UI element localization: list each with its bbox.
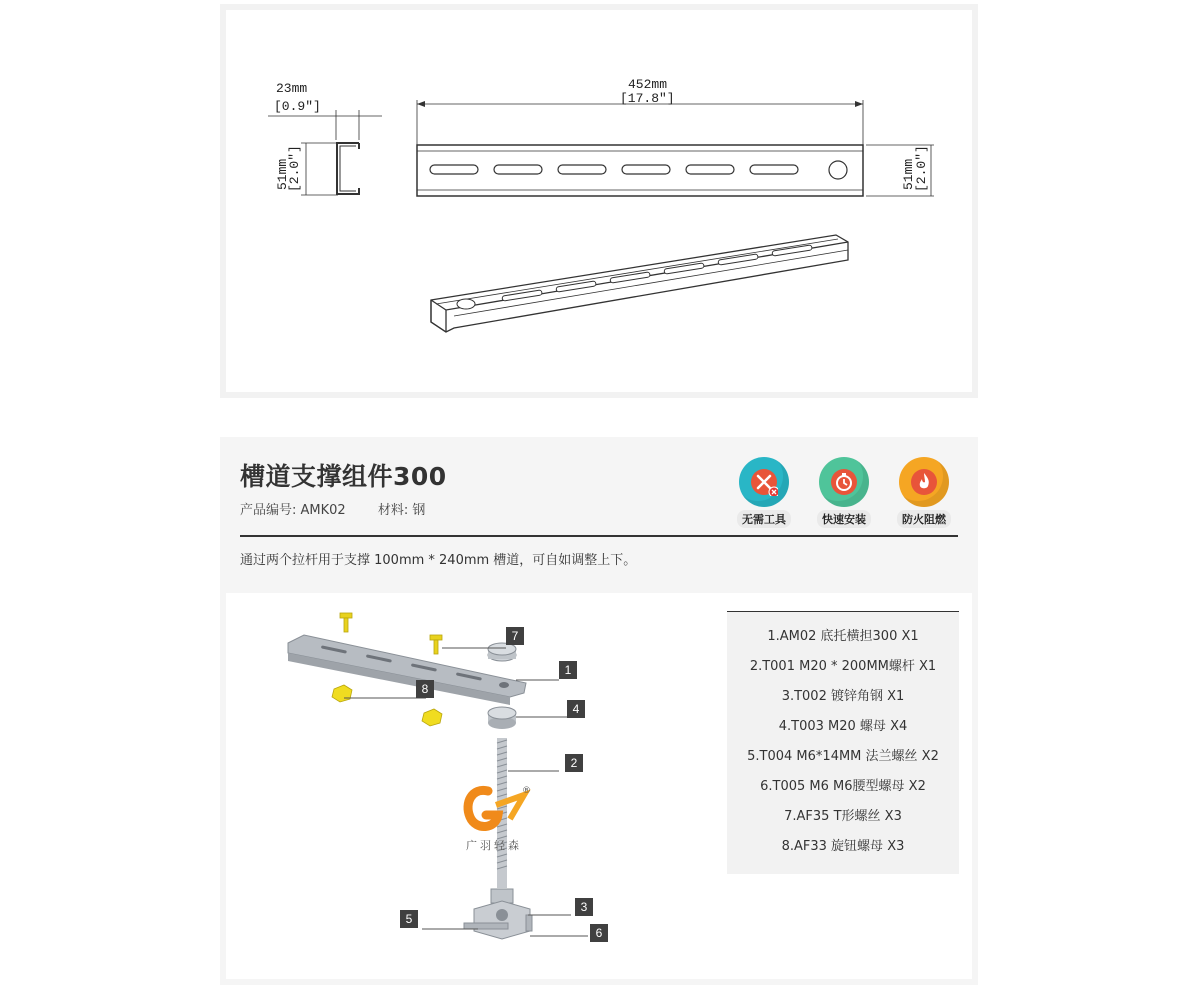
parts-list-item: 5.T004 M6*14MM 法兰螺丝 X2	[747, 749, 939, 764]
callout-8: 8	[421, 682, 429, 696]
hex-nut-7	[488, 643, 516, 661]
parts-list-item: 8.AF33 旋钮螺母 X3	[781, 839, 905, 854]
title-divider	[240, 535, 958, 537]
dim-length-mm: 452mm	[628, 77, 668, 92]
callout-2: 2	[570, 756, 578, 770]
callout-1: 1	[564, 663, 572, 677]
dim-height-mm: 51mm	[275, 158, 290, 190]
dim-height2-in: [2.0"]	[914, 145, 929, 192]
technical-drawing-panel	[220, 4, 978, 398]
parts-list-item: 2.T001 M20 * 200MM螺杆 X1	[749, 659, 937, 674]
parts-list-item: 3.T002 镀锌角钢 X1	[781, 689, 905, 704]
product-material: 材料: 钢	[377, 503, 426, 518]
callout-4: 4	[572, 702, 580, 716]
parts-list-item: 7.AF35 T形螺丝 X3	[784, 809, 902, 824]
logo-text: 广羽轻森	[466, 839, 522, 852]
assembly-area	[226, 593, 972, 979]
parts-list	[727, 611, 959, 874]
feature-no-tools	[730, 457, 798, 528]
callout-6: 6	[595, 926, 603, 940]
bracket-assembly-part	[464, 889, 532, 939]
hex-nut-4	[488, 707, 516, 729]
fire-retardant-icon	[899, 457, 949, 507]
dim-height2-mm: 51mm	[901, 158, 916, 190]
feature-label: 快速安装	[817, 510, 871, 528]
feature-label: 防火阻燃	[897, 510, 951, 528]
product-title: 槽道支撑组件300	[240, 462, 447, 491]
feature-badges	[730, 457, 958, 528]
product-panel	[220, 437, 978, 985]
quick-install-icon	[819, 457, 869, 507]
dim-height-in: [2.0"]	[287, 145, 302, 192]
parts-list-item: 6.T005 M6 M6腰型螺母 X2	[760, 779, 926, 794]
exploded-assembly-svg	[226, 593, 706, 979]
feature-fire-retardant	[890, 457, 958, 528]
callout-7: 7	[511, 629, 519, 643]
dim-width-in: [0.9"]	[274, 99, 321, 114]
callout-5: 5	[405, 912, 413, 926]
feature-quick-install	[810, 457, 878, 528]
callout-3: 3	[580, 900, 588, 914]
parts-list-item: 1.AM02 底托横担300 X1	[767, 629, 919, 644]
feature-label: 无需工具	[737, 510, 791, 528]
parts-list-item: 4.T003 M20 螺母 X4	[778, 719, 908, 734]
logo-registered-mark: ®	[522, 786, 531, 796]
product-meta	[240, 499, 453, 518]
dim-length-in: [17.8"]	[620, 91, 675, 106]
technical-drawing	[226, 10, 972, 392]
no-tools-icon	[739, 457, 789, 507]
dim-width-mm: 23mm	[276, 81, 308, 96]
channel-drawing-svg	[226, 10, 972, 392]
product-code: 产品编号: AMK02	[240, 503, 346, 518]
product-description: 通过两个拉杆用于支撑 100mm * 240mm 槽道，可自如调整上下。	[240, 553, 637, 568]
